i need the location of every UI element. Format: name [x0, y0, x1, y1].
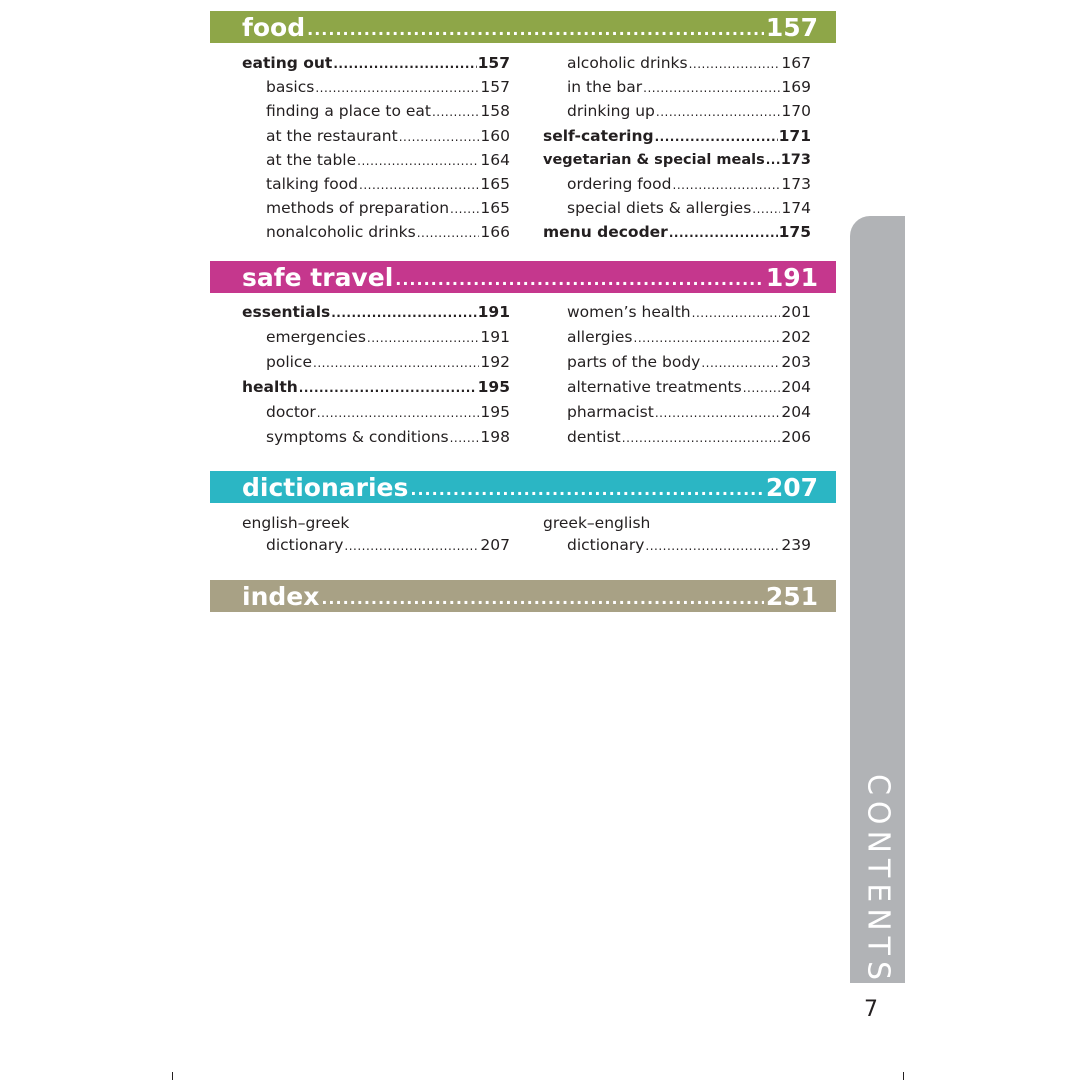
entry-page: 202 — [781, 328, 811, 346]
leader-dots — [692, 301, 781, 326]
entry-page: 173 — [781, 174, 811, 193]
entry-label: eating out — [242, 54, 333, 72]
toc-entry[interactable] — [543, 124, 811, 148]
section-title: index — [242, 581, 320, 611]
entry-label: nonalcoholic drinks — [266, 223, 416, 242]
toc-entry[interactable] — [242, 75, 510, 99]
entry-page: 166 — [480, 223, 510, 242]
section-title: dictionaries — [242, 472, 409, 502]
section-header-safe-travel[interactable] — [210, 261, 836, 293]
entry-page: 157 — [480, 78, 510, 97]
section-title: safe travel — [242, 262, 394, 292]
toc-entry[interactable] — [543, 172, 811, 196]
toc-entry[interactable] — [242, 350, 510, 375]
dictionary-right-column — [543, 512, 811, 556]
toc-entry[interactable] — [543, 300, 811, 325]
entry-page: 169 — [781, 78, 811, 97]
entry-page: 157 — [477, 54, 510, 72]
leader-dots — [331, 301, 476, 326]
section-page: 191 — [765, 262, 818, 292]
leader-dots — [357, 149, 479, 173]
toc-entry[interactable] — [242, 375, 510, 400]
entry-label: talking food — [266, 174, 359, 193]
entry-page: 203 — [781, 353, 811, 371]
leader-dots — [315, 76, 479, 100]
entry-page: 207 — [480, 536, 510, 554]
leader-dots — [359, 173, 479, 197]
leader-dots — [367, 326, 479, 351]
toc-entry[interactable] — [242, 51, 510, 75]
leader-dots — [395, 270, 764, 293]
entry-label: at the table — [266, 150, 357, 169]
leader-dots — [299, 376, 477, 401]
crop-mark — [172, 1072, 173, 1080]
entry-label: dictionary — [567, 536, 645, 554]
leader-dots — [656, 100, 781, 124]
leader-dots — [643, 76, 780, 100]
section-header-dictionaries[interactable] — [210, 471, 836, 503]
leader-dots — [743, 376, 781, 401]
leader-dots — [655, 125, 778, 149]
section-page: 207 — [765, 472, 818, 502]
entry-page: 201 — [781, 303, 811, 321]
entry-label: alternative treatments — [567, 378, 742, 396]
leader-dots — [450, 197, 479, 221]
leader-dots — [766, 148, 780, 172]
toc-entry[interactable] — [543, 99, 811, 123]
toc-entry[interactable] — [543, 350, 811, 375]
leader-dots — [622, 426, 781, 451]
entry-label: doctor — [266, 403, 316, 421]
toc-entry[interactable] — [543, 425, 811, 450]
entry-label: police — [266, 353, 312, 371]
entry-label: methods of preparation — [266, 199, 450, 218]
toc-entry[interactable] — [543, 148, 811, 172]
contents-tab-label: CONTENTS — [860, 773, 896, 987]
food-left-column — [242, 51, 510, 245]
dictionary-left-column — [242, 512, 510, 556]
entry-label: symptoms & conditions — [266, 428, 449, 446]
entry-label: in the bar — [567, 78, 643, 97]
toc-entry[interactable] — [543, 400, 811, 425]
leader-dots — [313, 351, 479, 376]
entry-page: 175 — [778, 223, 811, 242]
leader-dots — [655, 401, 781, 426]
toc-entry[interactable] — [543, 196, 811, 220]
toc-entry[interactable] — [543, 75, 811, 99]
entry-page: 158 — [480, 102, 510, 121]
toc-entry[interactable] — [242, 325, 510, 350]
leader-dots — [645, 535, 780, 557]
safe-travel-right-column — [543, 300, 811, 450]
entry-page: 191 — [480, 328, 510, 346]
entry-label: self-catering — [543, 126, 654, 145]
entry-label: vegetarian & special meals — [543, 151, 765, 168]
entry-label: allergies — [567, 328, 633, 346]
food-right-column — [543, 51, 811, 245]
leader-dots — [432, 100, 479, 124]
toc-entry[interactable] — [242, 148, 510, 172]
toc-entry[interactable] — [242, 99, 510, 123]
toc-entry[interactable] — [242, 172, 510, 196]
entry-label: pharmacist — [567, 403, 654, 421]
entry-page: 173 — [780, 151, 811, 168]
entry-label: special diets & allergies — [567, 199, 752, 218]
entry-label: finding a place to eat — [266, 102, 431, 121]
entry-page: 174 — [781, 199, 811, 218]
entry-page: 239 — [781, 536, 811, 554]
entry-page: 160 — [480, 126, 510, 145]
entry-label: ordering food — [567, 174, 672, 193]
entry-label: dictionary — [266, 536, 344, 554]
section-page: 157 — [765, 12, 818, 42]
entry-page: 170 — [781, 102, 811, 121]
entry-page: 195 — [477, 378, 510, 396]
leader-dots — [417, 221, 480, 245]
entry-label: emergencies — [266, 328, 366, 346]
leader-dots — [410, 480, 763, 503]
entry-page: 206 — [781, 428, 811, 446]
toc-entry[interactable] — [543, 534, 811, 556]
entry-label: women’s health — [567, 303, 691, 321]
leader-dots — [673, 173, 781, 197]
entry-label: menu decoder — [543, 223, 668, 242]
section-header-food[interactable] — [210, 11, 836, 43]
leader-dots — [333, 52, 476, 76]
entry-page: 192 — [480, 353, 510, 371]
section-page: 251 — [765, 581, 818, 611]
toc-entry[interactable] — [543, 375, 811, 400]
entry-label: essentials — [242, 303, 331, 321]
toc-entry[interactable] — [242, 196, 510, 220]
leader-dots — [399, 125, 480, 149]
section-header-index[interactable] — [210, 580, 836, 612]
entry-page: 165 — [480, 199, 510, 218]
entry-label: health — [242, 378, 298, 396]
entry-page: 191 — [477, 303, 510, 321]
entry-label: drinking up — [567, 102, 655, 121]
entry-page: 195 — [480, 403, 510, 421]
page-number: 7 — [864, 997, 878, 1022]
leader-dots — [317, 401, 480, 426]
leader-dots — [321, 589, 763, 612]
dictionary-heading: english–greek — [242, 514, 350, 532]
entry-label: basics — [266, 78, 315, 97]
toc-entry[interactable] — [242, 534, 510, 556]
entry-page: 198 — [480, 428, 510, 446]
entry-page: 164 — [480, 150, 510, 169]
leader-dots — [689, 52, 781, 76]
leader-dots — [634, 326, 781, 351]
section-title: food — [242, 12, 306, 42]
entry-label: at the restaurant — [266, 126, 398, 145]
entry-page: 171 — [778, 126, 811, 145]
toc-entry[interactable] — [543, 51, 811, 75]
toc-entry[interactable] — [242, 300, 510, 325]
leader-dots — [752, 197, 780, 221]
toc-entry[interactable] — [242, 400, 510, 425]
leader-dots — [450, 426, 480, 451]
toc-entry[interactable] — [242, 220, 510, 244]
toc-entry[interactable] — [242, 425, 510, 450]
toc-entry[interactable] — [543, 220, 811, 244]
crop-mark — [903, 1072, 904, 1080]
entry-page: 204 — [781, 403, 811, 421]
safe-travel-left-column — [242, 300, 510, 450]
entry-label: alcoholic drinks — [567, 54, 688, 72]
leader-dots — [701, 351, 780, 376]
entry-page: 167 — [781, 54, 811, 72]
entry-label: dentist — [567, 428, 621, 446]
leader-dots — [307, 20, 764, 43]
toc-entry[interactable] — [242, 124, 510, 148]
leader-dots — [669, 221, 778, 245]
entry-page: 204 — [781, 378, 811, 396]
toc-entry[interactable] — [543, 325, 811, 350]
leader-dots — [344, 535, 479, 557]
entry-label: parts of the body — [567, 353, 701, 371]
entry-page: 165 — [480, 174, 510, 193]
dictionary-heading: greek–english — [543, 514, 651, 532]
